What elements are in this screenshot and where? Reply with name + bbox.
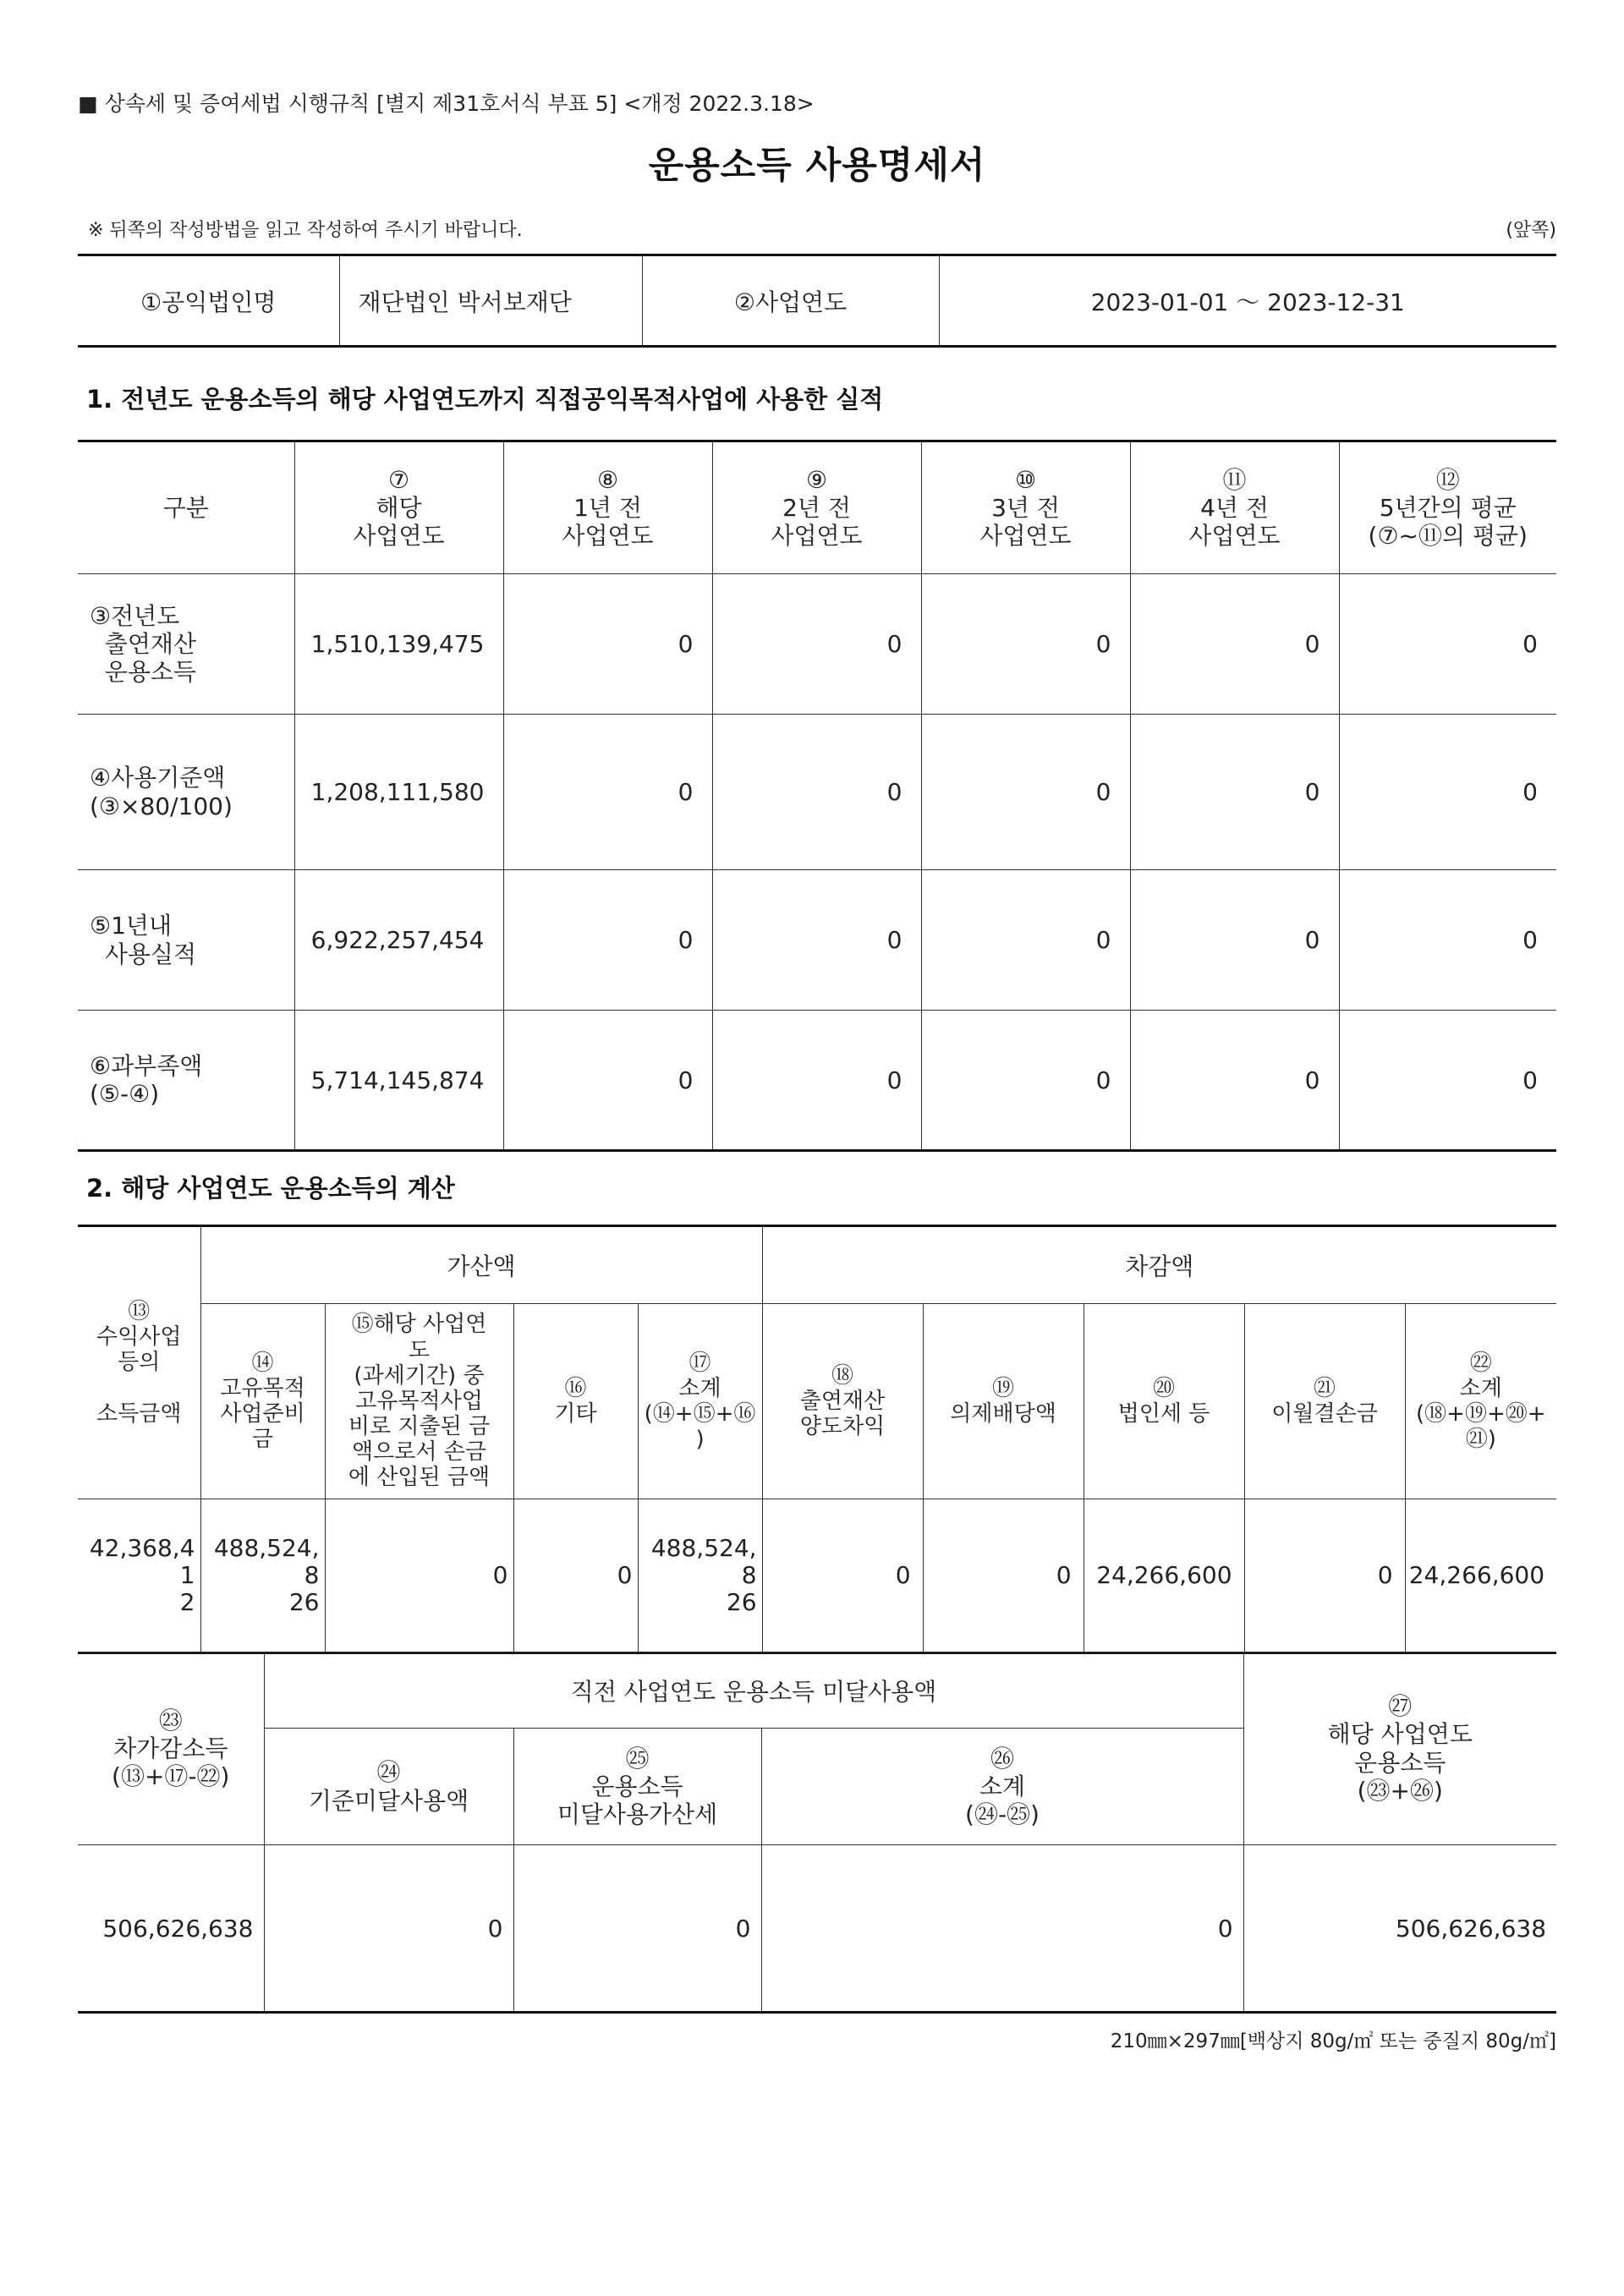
h20-corporate-tax: ⑳ 법인세 등: [1084, 1304, 1244, 1499]
instruction-note: ※ 뒤쪽의 작성방법을 읽고 작성하여 주시기 바랍니다.: [88, 220, 523, 241]
addition-group-header: 가산액: [200, 1226, 762, 1304]
value-cell: 0: [712, 715, 921, 870]
value-cell: 488,524,8 26: [638, 1499, 762, 1653]
shortfall-group-header: 직전 사업연도 운용소득 미달사용액: [264, 1652, 1243, 1729]
usage-record-table: [78, 440, 1556, 1152]
table-row: [78, 870, 1556, 1011]
deduction-group-header: 차감액: [762, 1226, 1556, 1304]
page-side-label: (앞쪽): [1506, 220, 1556, 241]
value-cell: 0: [1339, 1011, 1556, 1151]
col-header-2: ⑧ 1년 전 사업연도: [503, 441, 712, 574]
value-cell: 1,208,111,580: [294, 715, 503, 870]
value-cell: 0: [761, 1845, 1243, 2013]
value-cell: 0: [923, 1499, 1084, 1653]
col-header-3: ⑨ 2년 전 사업연도: [712, 441, 921, 574]
value-cell: 0: [513, 1499, 638, 1653]
paper-spec: 210㎜×297㎜[백상지 80g/㎡ 또는 중질지 80g/㎡]: [1110, 2030, 1556, 2052]
h26-subtotal: ㉖ 소계 (㉔-㉕): [761, 1729, 1243, 1845]
law-reference: ■ 상속세 및 증여세법 시행규칙 [별지 제31호서식 부표 5] <개정 2022.3.18>: [78, 91, 815, 116]
h22-subtotal: ㉒ 소계 (⑱+⑲+⑳+ ㉑): [1405, 1304, 1556, 1499]
value-cell: 0: [325, 1499, 513, 1653]
value-cell: 0: [921, 715, 1130, 870]
value-cell: 0: [1130, 715, 1339, 870]
table-row: [78, 574, 1556, 715]
row-label: ④사용기준액 (③×80/100): [78, 715, 294, 870]
value-cell: 0: [762, 1499, 923, 1653]
value-cell: 0: [1244, 1499, 1405, 1653]
value-cell: 488,524,8 26: [200, 1499, 325, 1653]
value-cell: 0: [503, 1011, 712, 1151]
value-cell: 0: [1339, 870, 1556, 1011]
value-cell: 0: [921, 1011, 1130, 1151]
value-cell: 0: [1339, 715, 1556, 870]
business-year-label: ②사업연도: [642, 255, 939, 347]
value-cell: 0: [264, 1845, 513, 2013]
h14-reserve: ⑭ 고유목적 사업준비 금: [200, 1304, 325, 1499]
value-cell: 24,266,600: [1084, 1499, 1244, 1653]
h18-capital-gain: ⑱ 출연재산 양도차익: [762, 1304, 923, 1499]
value-cell: 0: [921, 870, 1130, 1011]
value-cell: 0: [503, 715, 712, 870]
info-table: [78, 254, 1556, 348]
section2-title: 2. 해당 사업연도 운용소득의 계산: [86, 1174, 455, 1203]
value-cell: 1,510,139,475: [294, 574, 503, 715]
row-label: ⑥과부족액 (⑤-④): [78, 1011, 294, 1151]
table-row: [78, 1011, 1556, 1151]
value-cell: 0: [921, 574, 1130, 715]
corp-name-label: ①공익법인명: [78, 255, 339, 347]
income-calc-table: [78, 1225, 1556, 1654]
value-cell: 0: [712, 870, 921, 1011]
row-label: ③전년도 출연재산 운용소득: [78, 574, 294, 715]
value-cell: 0: [1130, 574, 1339, 715]
section1-title: 1. 전년도 운용소득의 해당 사업연도까지 직접공익목적사업에 사용한 실적: [86, 385, 884, 414]
row-label: ⑤1년내 사용실적: [78, 870, 294, 1011]
value-cell: 0: [513, 1845, 761, 2013]
table-row: [78, 715, 1556, 870]
h24-standard-shortfall: ㉔ 기준미달사용액: [264, 1729, 513, 1845]
col-header-5: ⑪ 4년 전 사업연도: [1130, 441, 1339, 574]
form-title: 운용소득 사용명세서: [648, 145, 986, 187]
value-cell: 0: [1130, 1011, 1339, 1151]
table-row: [78, 1845, 1556, 2013]
h13-taxable-income: ⑬ 수익사업 등의 소득금액: [78, 1226, 200, 1499]
h19-deemed-dividend: ⑲ 의제배당액: [923, 1304, 1084, 1499]
col-header-4: ⑩ 3년 전 사업연도: [921, 441, 1130, 574]
value-cell: 6,922,257,454: [294, 870, 503, 1011]
col-header-0: 구분: [78, 441, 294, 574]
col-header-6: ⑫ 5년간의 평균 (⑦~⑪의 평균): [1339, 441, 1556, 574]
h21-carryover-loss: ㉑ 이월결손금: [1244, 1304, 1405, 1499]
value-cell: 506,626,638: [78, 1845, 264, 2013]
table-row: [78, 1499, 1556, 1653]
h27-operating-income: ㉗ 해당 사업연도 운용소득 (㉓+㉖): [1243, 1652, 1556, 1845]
value-cell: 0: [503, 574, 712, 715]
value-cell: 506,626,638: [1243, 1845, 1556, 2013]
h25-shortfall-penalty: ㉕ 운용소득 미달사용가산세: [513, 1729, 761, 1845]
value-cell: 5,714,145,874: [294, 1011, 503, 1151]
value-cell: 0: [503, 870, 712, 1011]
h17-subtotal: ⑰ 소계 (⑭+⑮+⑯ ): [638, 1304, 762, 1499]
h16-other: ⑯ 기타: [513, 1304, 638, 1499]
value-cell: 24,266,600: [1405, 1499, 1556, 1653]
col-header-1: ⑦ 해당 사업연도: [294, 441, 503, 574]
h23-net-income: ㉓ 차가감소득 (⑬+⑰-㉒): [78, 1652, 264, 1845]
value-cell: 0: [712, 1011, 921, 1151]
value-cell: 42,368,41 2: [78, 1499, 200, 1653]
business-year-value: 2023-01-01 ～ 2023-12-31: [939, 255, 1556, 347]
value-cell: 0: [1130, 870, 1339, 1011]
net-income-table: [78, 1652, 1556, 2014]
value-cell: 0: [1339, 574, 1556, 715]
corp-name-value: 재단법인 박서보재단: [339, 255, 642, 347]
h15-expenditure: ⑮해당 사업연 도 (과세기간) 중 고유목적사업 비로 지출된 금 액으로서 손금 에 산입된 금액: [325, 1304, 513, 1499]
value-cell: 0: [712, 574, 921, 715]
